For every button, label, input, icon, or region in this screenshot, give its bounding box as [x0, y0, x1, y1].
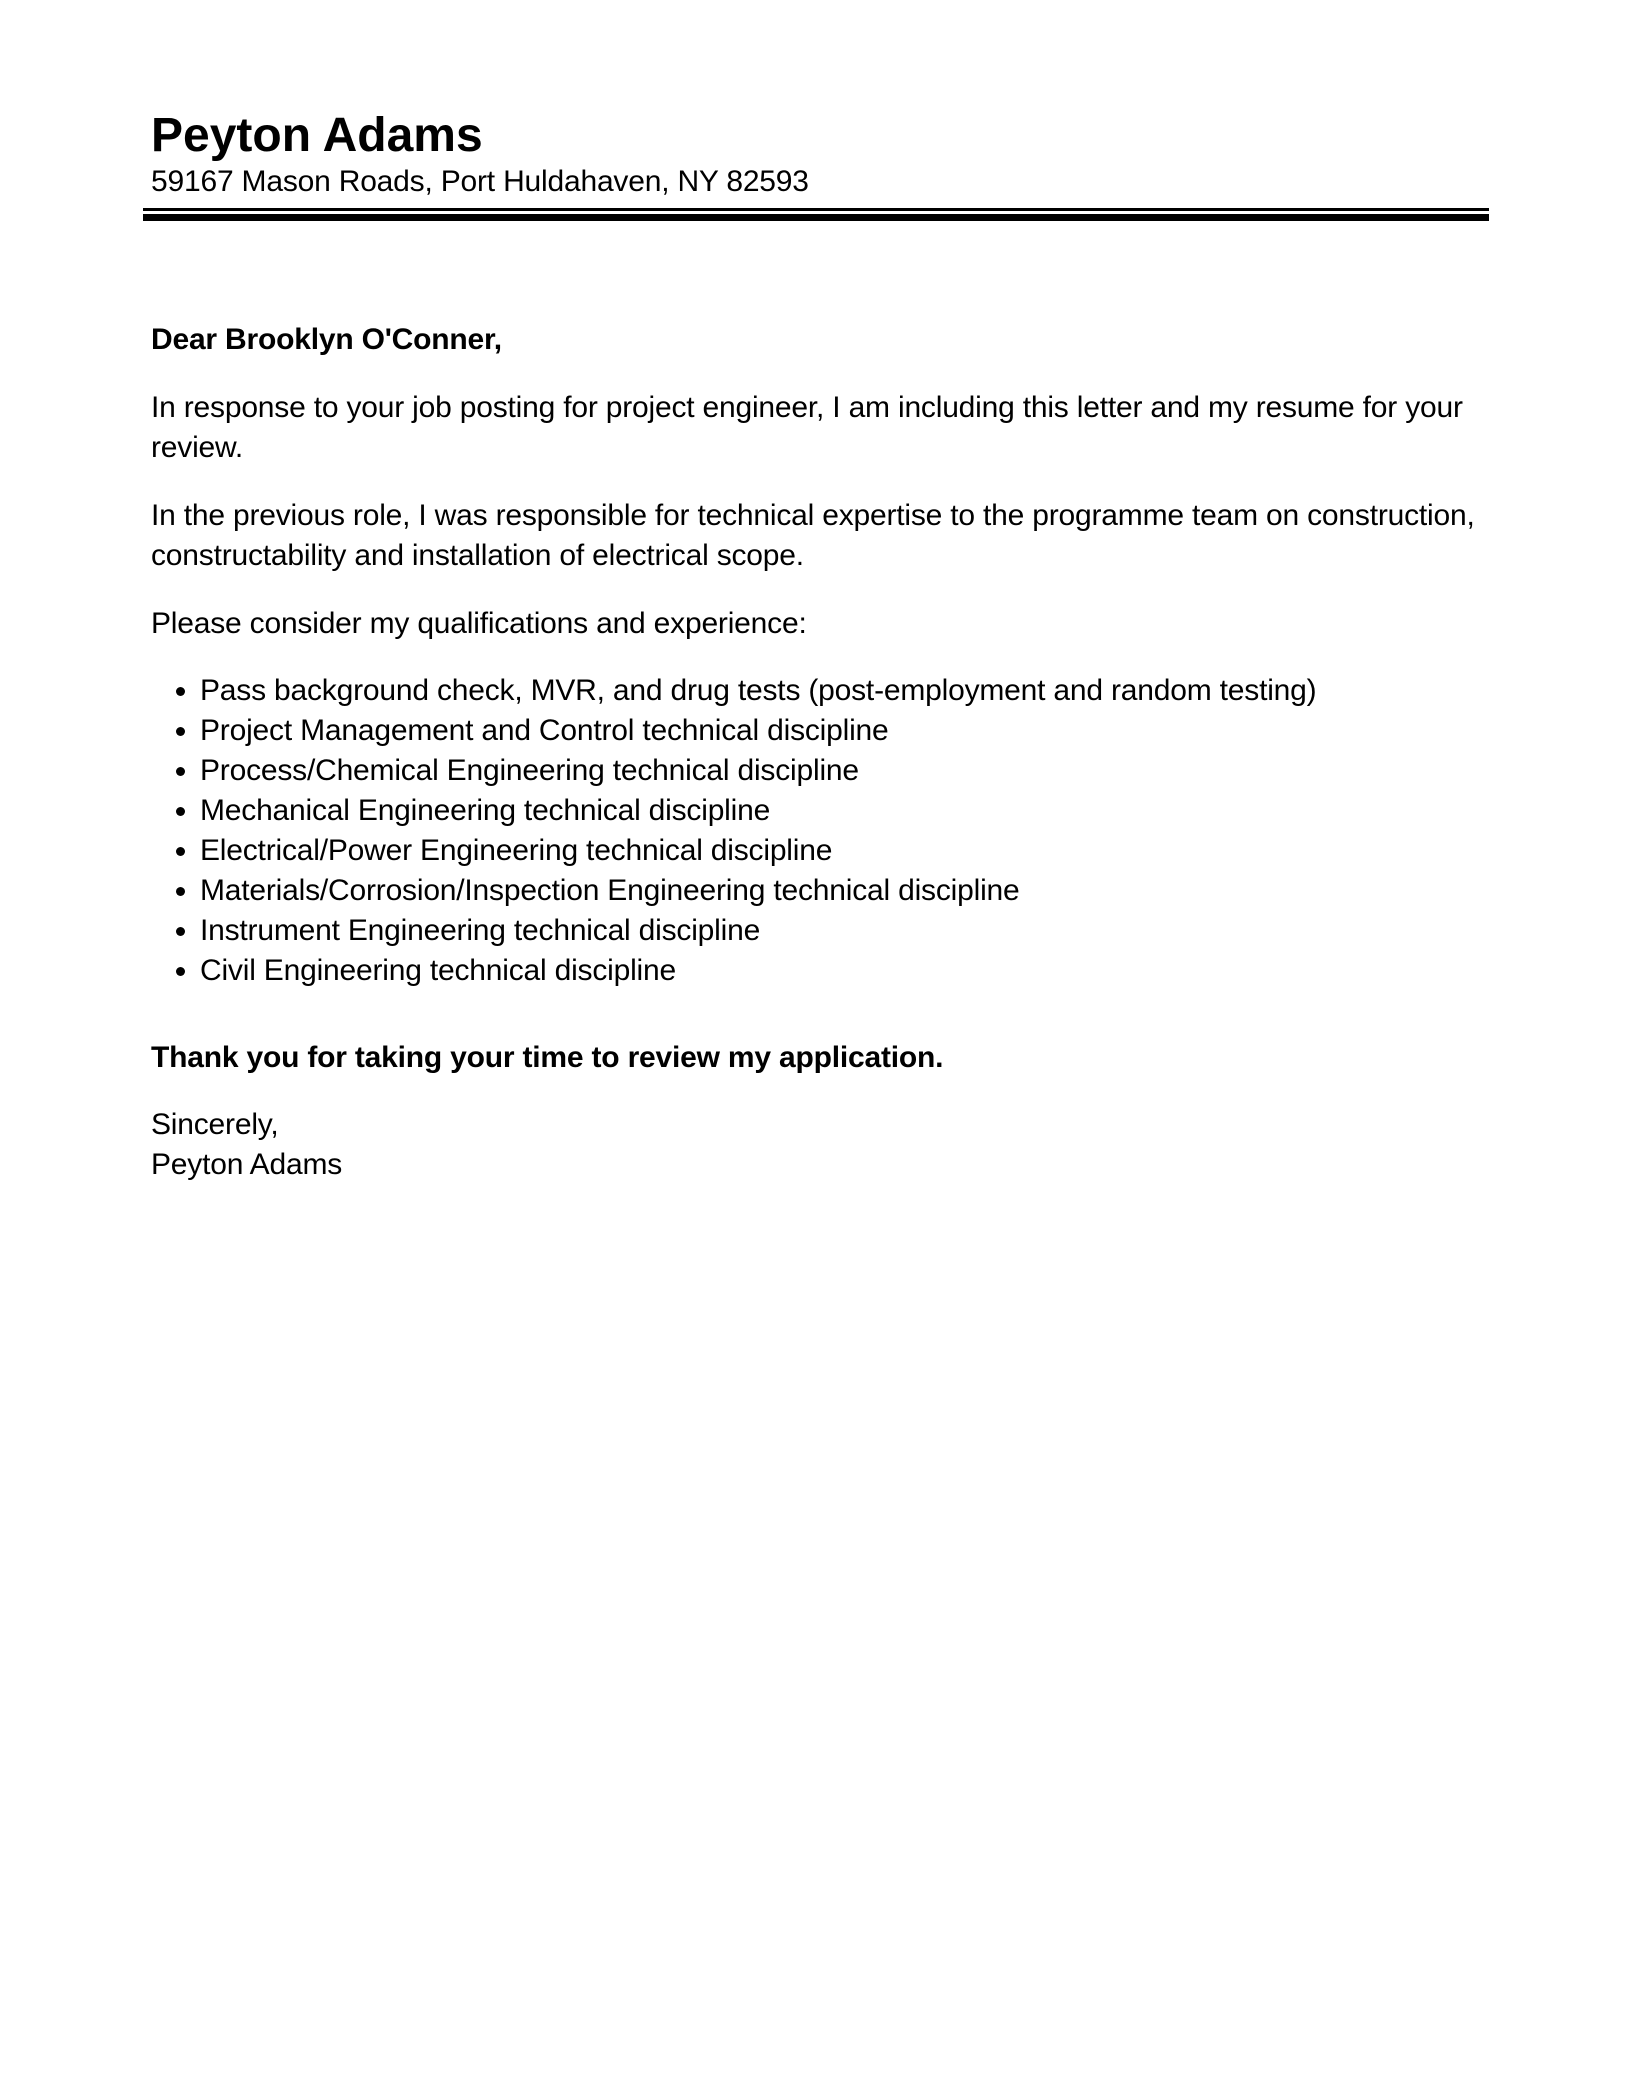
qualification-item: • Project Management and Control technical discipline	[200, 711, 1489, 751]
letter-content	[151, 0, 1489, 1185]
qualification-item: • Instrument Engineering technical discipline	[200, 911, 1489, 951]
signoff-block	[151, 1105, 1489, 1185]
qualification-item: • Civil Engineering technical discipline	[200, 951, 1489, 991]
sender-address: 59167 Mason Roads, Port Huldahaven, NY 82593	[151, 165, 809, 198]
signature-name: Peyton Adams	[151, 1148, 343, 1181]
sender-name: Peyton Adams	[151, 109, 483, 162]
closing-emphasis: Thank you for taking your time to review my application.	[151, 1041, 944, 1074]
qualifications-list	[151, 671, 1489, 991]
greeting: Dear Brooklyn O'Conner,	[151, 323, 502, 356]
paragraph-qualifications-lead: Please consider my qualifications and experience:	[151, 607, 807, 640]
qualification-item: • Electrical/Power Engineering technical discipline	[200, 831, 1489, 871]
paragraph-previous-role: In the previous role, I was responsible for technical expertise to the programme team on construction, constructability and installation of electrical scope.	[151, 499, 1475, 572]
header-divider-thick-line	[143, 214, 1489, 221]
qualification-item: • Pass background check, MVR, and drug tests (post-employment and random testing)	[200, 671, 1489, 711]
qualification-item: • Materials/Corrosion/Inspection Engineering technical discipline	[200, 871, 1489, 911]
header-divider	[143, 208, 1489, 221]
paragraph-intro: In response to your job posting for project engineer, I am including this letter and my resume for your review.	[151, 391, 1463, 464]
qualification-item: • Process/Chemical Engineering technical discipline	[200, 751, 1489, 791]
signoff: Sincerely,	[151, 1108, 279, 1141]
qualification-item: • Mechanical Engineering technical discipline	[200, 791, 1489, 831]
